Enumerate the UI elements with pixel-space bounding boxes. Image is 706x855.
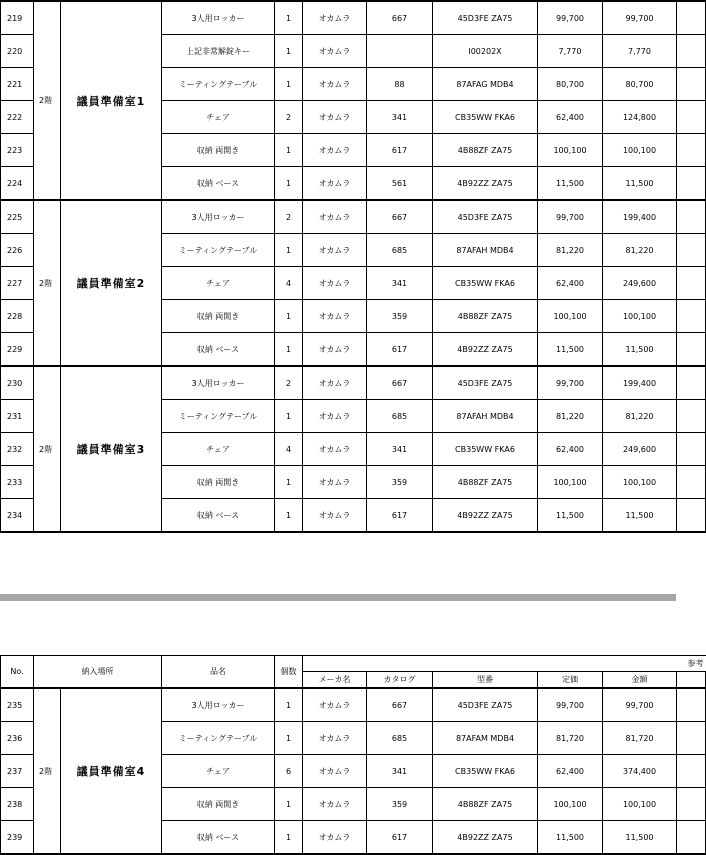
cell-model: CB35WW FKA6	[433, 755, 538, 788]
cell-list-price: 100,100	[538, 300, 603, 333]
cell-qty: 1	[275, 134, 303, 167]
header-model: 型番	[433, 672, 538, 689]
cell-no: 233	[1, 466, 34, 499]
cell-amount: 11,500	[603, 499, 677, 533]
cell-qty: 6	[275, 755, 303, 788]
cell-catalog: 359	[367, 466, 433, 499]
cell-item: 収納 両開き	[162, 134, 275, 167]
cell-qty: 1	[275, 466, 303, 499]
cell-catalog: 685	[367, 722, 433, 755]
cell-amount: 100,100	[603, 134, 677, 167]
cell-catalog: 561	[367, 167, 433, 201]
cell-extra	[677, 333, 706, 367]
cell-no: 225	[1, 200, 34, 234]
cell-item: 収納 ベース	[162, 167, 275, 201]
cell-model: 45D3FE ZA75	[433, 1, 538, 35]
cell-no: 226	[1, 234, 34, 267]
cell-list-price: 11,500	[538, 821, 603, 855]
cell-room: 議員準備室2	[61, 200, 162, 366]
cell-extra	[677, 755, 706, 788]
cell-extra	[677, 821, 706, 855]
cell-list-price: 99,700	[538, 688, 603, 722]
cell-maker: オカムラ	[303, 788, 367, 821]
cell-amount: 199,400	[603, 366, 677, 400]
cell-maker: オカムラ	[303, 722, 367, 755]
cell-extra	[677, 134, 706, 167]
cell-extra	[677, 68, 706, 101]
cell-qty: 1	[275, 68, 303, 101]
cell-qty: 1	[275, 35, 303, 68]
cell-catalog: 667	[367, 200, 433, 234]
cell-list-price: 80,700	[538, 68, 603, 101]
cell-no: 239	[1, 821, 34, 855]
header-extra	[677, 672, 706, 689]
cell-item: 収納 ベース	[162, 333, 275, 367]
cell-amount: 249,600	[603, 267, 677, 300]
cell-list-price: 99,700	[538, 366, 603, 400]
cell-amount: 80,700	[603, 68, 677, 101]
cell-item: 3人用ロッカー	[162, 200, 275, 234]
cell-no: 227	[1, 267, 34, 300]
cell-extra	[677, 101, 706, 134]
cell-item: ミーティングテーブル	[162, 234, 275, 267]
cell-qty: 1	[275, 788, 303, 821]
cell-qty: 2	[275, 366, 303, 400]
cell-list-price: 11,500	[538, 499, 603, 533]
cell-no: 221	[1, 68, 34, 101]
cell-qty: 1	[275, 167, 303, 201]
cell-item: ミーティングテーブル	[162, 400, 275, 433]
cell-list-price: 99,700	[538, 1, 603, 35]
cell-item: 3人用ロッカー	[162, 1, 275, 35]
cell-extra	[677, 35, 706, 68]
cell-extra	[677, 433, 706, 466]
cell-amount: 249,600	[603, 433, 677, 466]
cell-model: 87AFAG MDB4	[433, 68, 538, 101]
furniture-table-page-2	[0, 655, 706, 855]
table-row	[1, 688, 706, 722]
table-row	[1, 1, 706, 35]
cell-no: 228	[1, 300, 34, 333]
page-2-table-section	[0, 655, 704, 855]
cell-catalog: 341	[367, 101, 433, 134]
cell-item: ミーティングテーブル	[162, 68, 275, 101]
cell-maker: オカムラ	[303, 35, 367, 68]
cell-catalog: 617	[367, 821, 433, 855]
cell-maker: オカムラ	[303, 300, 367, 333]
cell-qty: 1	[275, 234, 303, 267]
cell-maker: オカムラ	[303, 821, 367, 855]
cell-maker: オカムラ	[303, 366, 367, 400]
cell-maker: オカムラ	[303, 68, 367, 101]
cell-item: 収納 両開き	[162, 300, 275, 333]
cell-list-price: 11,500	[538, 333, 603, 367]
cell-no: 232	[1, 433, 34, 466]
cell-extra	[677, 366, 706, 400]
cell-amount: 100,100	[603, 788, 677, 821]
cell-extra	[677, 267, 706, 300]
cell-no: 224	[1, 167, 34, 201]
cell-item: チェア	[162, 267, 275, 300]
cell-extra	[677, 688, 706, 722]
cell-maker: オカムラ	[303, 167, 367, 201]
header-item: 品名	[162, 656, 275, 689]
cell-model: 45D3FE ZA75	[433, 200, 538, 234]
cell-list-price: 62,400	[538, 101, 603, 134]
cell-model: 87AFAH MDB4	[433, 400, 538, 433]
cell-no: 229	[1, 333, 34, 367]
cell-list-price: 100,100	[538, 788, 603, 821]
cell-item: チェア	[162, 755, 275, 788]
cell-amount: 7,770	[603, 35, 677, 68]
cell-amount: 374,400	[603, 755, 677, 788]
cell-qty: 1	[275, 499, 303, 533]
cell-catalog: 617	[367, 499, 433, 533]
cell-extra	[677, 1, 706, 35]
table-row	[1, 200, 706, 234]
cell-list-price: 62,400	[538, 267, 603, 300]
cell-model: CB35WW FKA6	[433, 267, 538, 300]
cell-room: 議員準備室1	[61, 1, 162, 200]
cell-no: 234	[1, 499, 34, 533]
cell-list-price: 100,100	[538, 134, 603, 167]
cell-extra	[677, 499, 706, 533]
cell-floor: 2階	[34, 366, 61, 532]
cell-maker: オカムラ	[303, 333, 367, 367]
header-list-price: 定価	[538, 672, 603, 689]
cell-item: 3人用ロッカー	[162, 688, 275, 722]
cell-no: 236	[1, 722, 34, 755]
cell-no: 220	[1, 35, 34, 68]
cell-catalog: 341	[367, 755, 433, 788]
cell-extra	[677, 167, 706, 201]
cell-model: 4B88ZF ZA75	[433, 466, 538, 499]
cell-catalog: 685	[367, 400, 433, 433]
cell-extra	[677, 400, 706, 433]
cell-catalog	[367, 35, 433, 68]
cell-floor: 2階	[34, 688, 61, 854]
cell-amount: 81,720	[603, 722, 677, 755]
cell-extra	[677, 300, 706, 333]
cell-model: CB35WW FKA6	[433, 433, 538, 466]
cell-item: 3人用ロッカー	[162, 366, 275, 400]
room-group	[1, 1, 706, 200]
cell-list-price: 62,400	[538, 755, 603, 788]
cell-model: I00202X	[433, 35, 538, 68]
cell-no: 219	[1, 1, 34, 35]
cell-maker: オカムラ	[303, 755, 367, 788]
cell-model: 4B88ZF ZA75	[433, 300, 538, 333]
cell-maker: オカムラ	[303, 267, 367, 300]
cell-list-price: 100,100	[538, 466, 603, 499]
cell-room: 議員準備室4	[61, 688, 162, 854]
table-row	[1, 366, 706, 400]
cell-item: 上記非常解錠キー	[162, 35, 275, 68]
cell-catalog: 667	[367, 1, 433, 35]
cell-maker: オカムラ	[303, 234, 367, 267]
cell-catalog: 341	[367, 433, 433, 466]
cell-room: 議員準備室3	[61, 366, 162, 532]
cell-maker: オカムラ	[303, 101, 367, 134]
cell-no: 231	[1, 400, 34, 433]
cell-no: 230	[1, 366, 34, 400]
cell-extra	[677, 788, 706, 821]
cell-maker: オカムラ	[303, 400, 367, 433]
cell-qty: 1	[275, 688, 303, 722]
cell-list-price: 11,500	[538, 167, 603, 201]
cell-qty: 1	[275, 333, 303, 367]
table-header	[1, 656, 706, 689]
cell-model: 4B92ZZ ZA75	[433, 499, 538, 533]
header-location: 納入場所	[34, 656, 162, 689]
cell-item: 収納 ベース	[162, 821, 275, 855]
cell-catalog: 617	[367, 333, 433, 367]
header-amount: 金額	[603, 672, 677, 689]
cell-extra	[677, 234, 706, 267]
cell-list-price: 81,720	[538, 722, 603, 755]
header-no: No.	[1, 656, 34, 689]
cell-item: チェア	[162, 101, 275, 134]
cell-amount: 11,500	[603, 333, 677, 367]
cell-item: 収納 ベース	[162, 499, 275, 533]
cell-no: 237	[1, 755, 34, 788]
cell-model: 4B88ZF ZA75	[433, 134, 538, 167]
cell-amount: 99,700	[603, 1, 677, 35]
cell-qty: 1	[275, 722, 303, 755]
cell-model: 4B92ZZ ZA75	[433, 167, 538, 201]
cell-maker: オカムラ	[303, 688, 367, 722]
header-catalog: カタログ	[367, 672, 433, 689]
cell-item: ミーティングテーブル	[162, 722, 275, 755]
cell-model: 87AFAH MDB4	[433, 234, 538, 267]
cell-item: 収納 両開き	[162, 788, 275, 821]
cell-catalog: 88	[367, 68, 433, 101]
cell-no: 238	[1, 788, 34, 821]
cell-model: 45D3FE ZA75	[433, 688, 538, 722]
room-group	[1, 200, 706, 366]
cell-maker: オカムラ	[303, 1, 367, 35]
cell-qty: 1	[275, 400, 303, 433]
cell-model: 4B88ZF ZA75	[433, 788, 538, 821]
cell-qty: 1	[275, 300, 303, 333]
cell-floor: 2階	[34, 200, 61, 366]
cell-list-price: 99,700	[538, 200, 603, 234]
cell-catalog: 359	[367, 788, 433, 821]
cell-qty: 4	[275, 433, 303, 466]
cell-amount: 81,220	[603, 400, 677, 433]
cell-catalog: 359	[367, 300, 433, 333]
header-qty: 個数	[275, 656, 303, 689]
cell-qty: 1	[275, 1, 303, 35]
header-maker: メーカ名	[303, 672, 367, 689]
cell-qty: 2	[275, 101, 303, 134]
cell-extra	[677, 200, 706, 234]
cell-qty: 2	[275, 200, 303, 234]
cell-item: チェア	[162, 433, 275, 466]
cell-maker: オカムラ	[303, 134, 367, 167]
cell-extra	[677, 722, 706, 755]
cell-model: 4B92ZZ ZA75	[433, 821, 538, 855]
cell-amount: 199,400	[603, 200, 677, 234]
cell-list-price: 81,220	[538, 400, 603, 433]
cell-amount: 11,500	[603, 821, 677, 855]
cell-amount: 99,700	[603, 688, 677, 722]
cell-maker: オカムラ	[303, 200, 367, 234]
cell-no: 235	[1, 688, 34, 722]
cell-amount: 124,800	[603, 101, 677, 134]
cell-model: 87AFAM MDB4	[433, 722, 538, 755]
cell-amount: 100,100	[603, 300, 677, 333]
cell-no: 222	[1, 101, 34, 134]
cell-floor: 2階	[34, 1, 61, 200]
page-divider	[0, 594, 676, 601]
cell-maker: オカムラ	[303, 499, 367, 533]
cell-model: CB35WW FKA6	[433, 101, 538, 134]
cell-amount: 11,500	[603, 167, 677, 201]
cell-qty: 4	[275, 267, 303, 300]
cell-list-price: 62,400	[538, 433, 603, 466]
cell-catalog: 667	[367, 366, 433, 400]
cell-catalog: 685	[367, 234, 433, 267]
cell-no: 223	[1, 134, 34, 167]
cell-qty: 1	[275, 821, 303, 855]
cell-item: 収納 両開き	[162, 466, 275, 499]
room-group	[1, 366, 706, 532]
cell-amount: 100,100	[603, 466, 677, 499]
room-group	[1, 688, 706, 854]
cell-maker: オカムラ	[303, 433, 367, 466]
cell-list-price: 81,220	[538, 234, 603, 267]
cell-catalog: 617	[367, 134, 433, 167]
cell-extra	[677, 466, 706, 499]
cell-model: 45D3FE ZA75	[433, 366, 538, 400]
cell-model: 4B92ZZ ZA75	[433, 333, 538, 367]
cell-maker: オカムラ	[303, 466, 367, 499]
header-reference: 参考	[303, 656, 706, 672]
cell-list-price: 7,770	[538, 35, 603, 68]
cell-catalog: 667	[367, 688, 433, 722]
cell-catalog: 341	[367, 267, 433, 300]
cell-amount: 81,220	[603, 234, 677, 267]
